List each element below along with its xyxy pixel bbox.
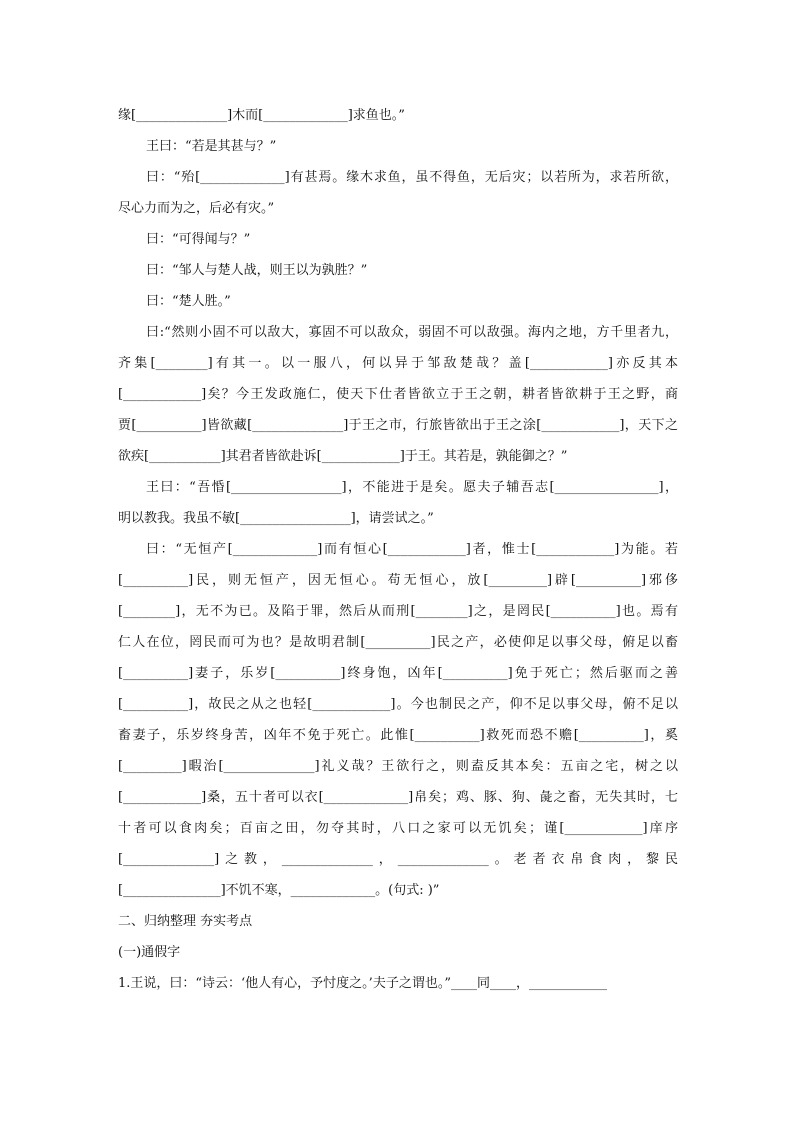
text-line-20: [__________]，故民之从之也轻[____________]。今也制民之产，仰不足以事父母，俯不足以 — [118, 697, 678, 712]
text-line-11: 贾[__________]皆欲藏[______________]于王之市，行旅皆欲出于王之涂[____________]，天下之 — [118, 418, 678, 433]
text-line-22: [_________]暇治[______________]礼义哉？王欲行之，则盍反其本矣：五亩之宅，树之以 — [118, 759, 678, 774]
text-line-19: [__________]妻子，乐岁[__________]终身饱，凶年[__________]免于死亡；然后驱而之善 — [118, 666, 678, 681]
text-line-8: 曰:“然则小固不可以敌大，寡固不可以敌众，弱固不可以敌强。海内之地，方千里者九， — [146, 325, 678, 340]
text-line-21: 畜妻子，乐岁终身苦，凶年不免于死亡。此惟[__________]救死而恐不赡[__________]，奚 — [118, 728, 678, 743]
text-line-5: 曰：“可得闻与？” — [146, 232, 251, 247]
text-line-16: [__________]民，则无恒产，因无恒心。苟无恒心，放[_________]辟[__________]邪侈 — [118, 573, 678, 588]
text-line-6: 曰：“邹人与楚人战，则王以为孰胜？” — [146, 263, 368, 278]
text-line-4: 尽心力而为之，后必有灾。” — [118, 201, 275, 216]
document-page — [118, 100, 678, 999]
text-line-14: 明以教我。我虽不敏[_________________]，请尝试之。” — [118, 511, 434, 526]
text-line-1: 缘[______________]木而[_____________]求鱼也。” — [118, 108, 405, 123]
text-line-9: 齐集[________]有其一。以一服八，何以异于邹敌楚哉？盖[____________]亦反其本 — [118, 356, 678, 371]
text-line-26: [_______________]不饥不寒，_____________。(句式: )” — [118, 883, 440, 898]
text-line-17: [________]，无不为已。及陷于罪，然后从而刑[________]之，是罔民[__________]也。焉有 — [118, 604, 678, 619]
text-line-7: 曰：“楚人胜。” — [146, 294, 231, 309]
section-heading: 二、归纳整理 夯实考点 — [118, 914, 253, 929]
text-line-18: 仁人在位，罔民而可为也？是故明君制[__________]民之产，必使仰足以事父母，俯足以畜 — [118, 635, 678, 650]
subsection-heading: (一)通假字 — [118, 945, 181, 960]
exercise-item-1: 1.王说，曰：“诗云：‘他人有心，予忖度之。’夫子之谓也。”____同____，____________ — [118, 976, 607, 991]
text-line-15: 曰：“无恒产[_____________]而有恒心[____________]者，惟士[____________]为能。若 — [146, 542, 678, 557]
text-line-24: 十者可以食肉矣；百亩之田，勿夺其时，八口之家可以无饥矣；谨[____________]庠序 — [118, 821, 678, 836]
text-line-23: [____________]桑，五十者可以衣[_____________]帛矣；鸡、豚、狗、彘之畜，无失其时，七 — [118, 790, 678, 805]
text-line-3: 曰：“殆[_____________]有甚焉。缘木求鱼，虽不得鱼，无后灾；以若所为，求若所欲， — [146, 170, 678, 185]
text-line-2: 王曰：“若是其甚与？” — [146, 139, 277, 154]
text-line-25: [______________]之教，______________，______________。老者衣帛食肉，黎民 — [118, 852, 678, 867]
text-line-13: 王曰：“吾惛[_________________]，不能进于是矣。愿夫子辅吾志[________________]， — [146, 480, 678, 495]
text-line-12: 欲疾[___________]其君者皆欲赴诉[____________]于王。其若是，孰能御之？” — [118, 449, 568, 464]
text-line-10: [____________]矣？今王发政施仁，使天下仕者皆欲立于王之朝，耕者皆欲耕于王之野，商 — [118, 387, 678, 402]
